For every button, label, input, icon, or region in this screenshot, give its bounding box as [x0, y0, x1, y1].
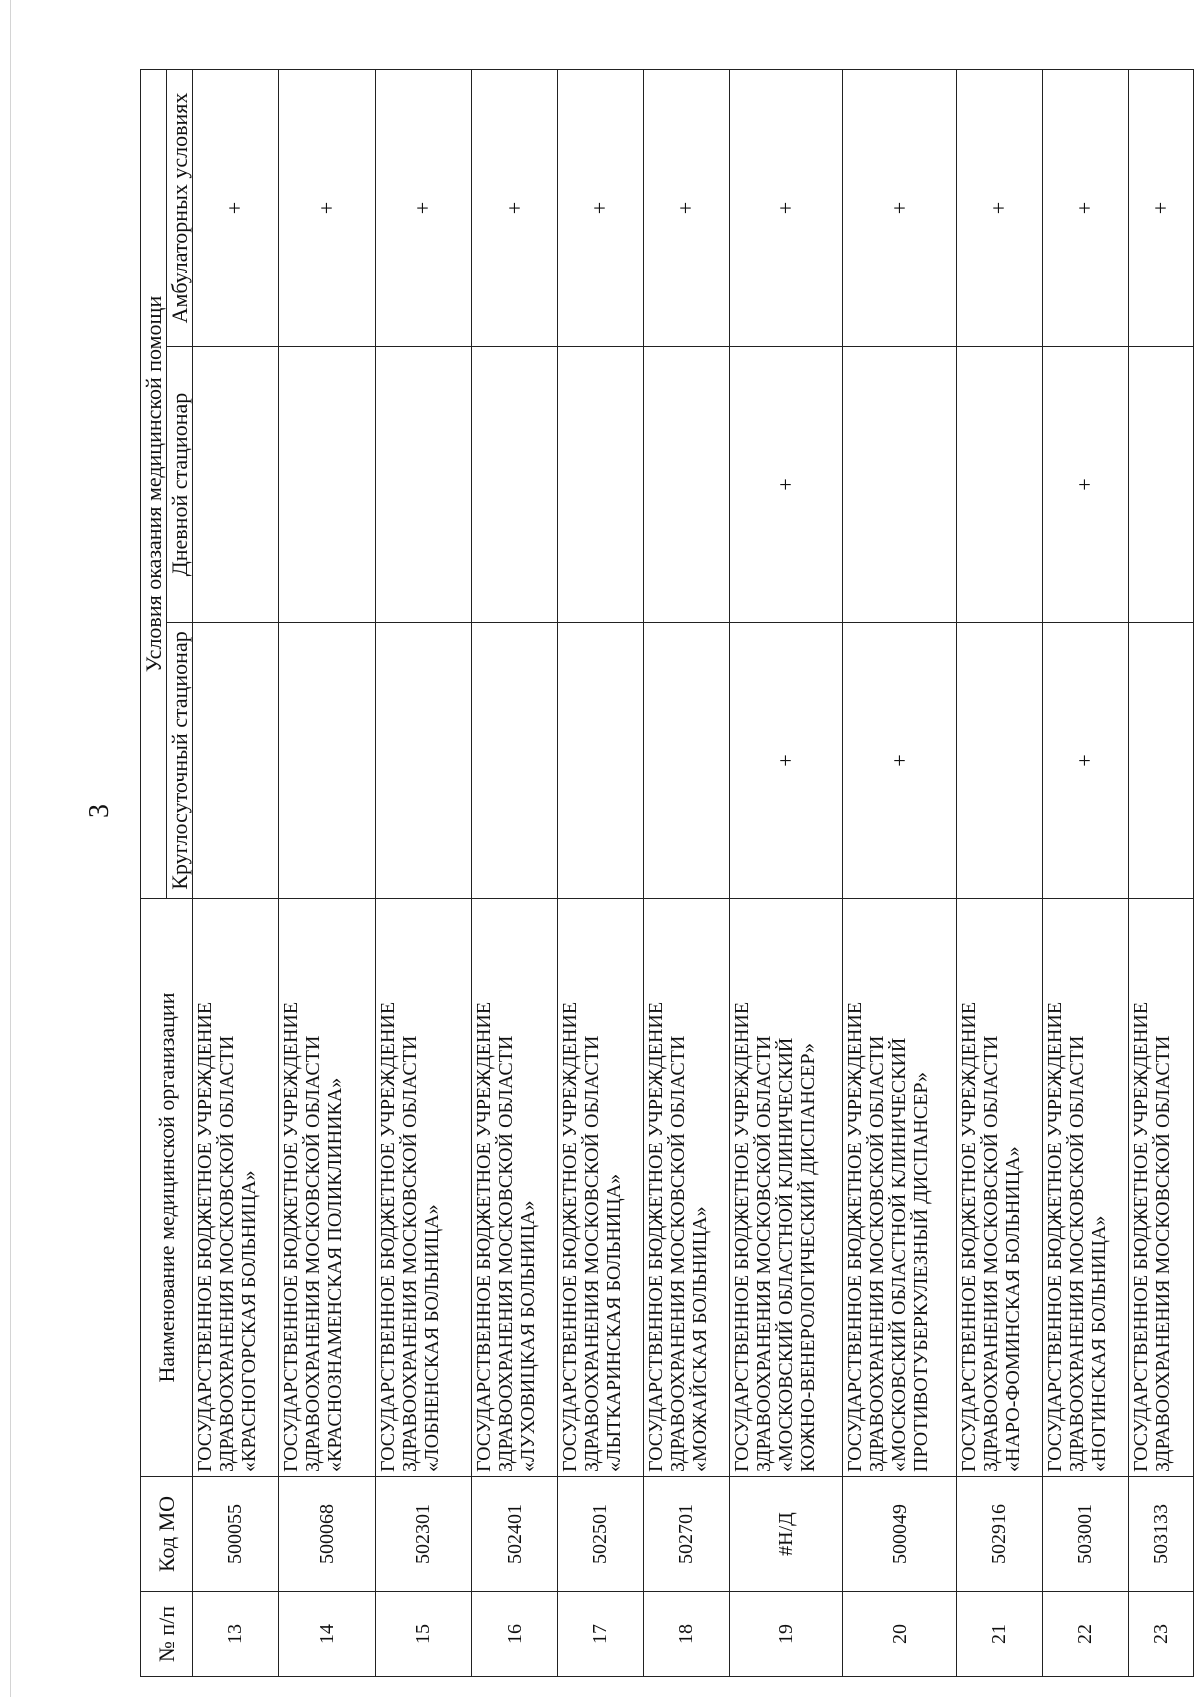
- day-stationary-mark: +: [1042, 347, 1128, 623]
- day-stationary-mark: [278, 347, 375, 623]
- organization-name-line: «МОЖАЙСКАЯ БОЛЬНИЦА»: [688, 1206, 711, 1472]
- day-stationary-mark: [193, 347, 279, 623]
- organization-name-line: ГОСУДАРСТВЕННОЕ БЮДЖЕТНОЕ УЧРЕЖДЕНИЕ: [279, 1001, 302, 1472]
- day-stationary-mark: [1128, 347, 1193, 623]
- table-row: [1128, 70, 1193, 1677]
- round-clock-mark: [472, 623, 558, 899]
- mo-code: 502701: [643, 1477, 729, 1592]
- table-row: [1042, 70, 1128, 1677]
- page-number: 3: [84, 804, 115, 818]
- round-clock-mark: [278, 623, 375, 899]
- table-row: [278, 70, 375, 1677]
- header-ambulatory: Амбулаторных условиях: [167, 70, 193, 347]
- round-clock-mark: +: [843, 623, 957, 899]
- table-row: [729, 70, 843, 1677]
- organization-name: [375, 899, 472, 1477]
- organization-name-line: ГОСУДАРСТВЕННОЕ БЮДЖЕТНОЕ УЧРЕЖДЕНИЕ: [644, 1001, 667, 1472]
- organization-name: [643, 899, 729, 1477]
- round-clock-mark: [643, 623, 729, 899]
- day-stationary-mark: [558, 347, 644, 623]
- organization-name-line: КОЖНО-ВЕНЕРОЛОГИЧЕСКИЙ ДИСПАНСЕР»: [796, 1042, 819, 1472]
- round-clock-mark: [956, 623, 1042, 899]
- organization-name: [843, 899, 957, 1477]
- organization-name-line: «ЛУХОВИЦКАЯ БОЛЬНИЦА»: [517, 1200, 540, 1472]
- organization-name: [558, 899, 644, 1477]
- organization-name-line: ЗДРАВООХРАНЕНИЯ МОСКОВСКОЙ ОБЛАСТИ: [301, 1035, 324, 1472]
- organization-name-line: ЗДРАВООХРАНЕНИЯ МОСКОВСКОЙ ОБЛАСТИ: [1151, 1035, 1174, 1472]
- mo-code: 502916: [956, 1477, 1042, 1592]
- organization-name-line: «НОГИНСКАЯ БОЛЬНИЦА»: [1087, 1215, 1110, 1472]
- row-number: 23: [1128, 1592, 1193, 1677]
- organization-name: [729, 899, 843, 1477]
- organization-name-line: ГОСУДАРСТВЕННОЕ БЮДЖЕТНОЕ УЧРЕЖДЕНИЕ: [730, 1001, 753, 1472]
- ambulatory-mark: +: [278, 70, 375, 347]
- organization-name-line: ПРОТИВОТУБЕРКУЛЕЗНЫЙ ДИСПАНСЕР»: [910, 1071, 933, 1472]
- day-stationary-mark: [643, 347, 729, 623]
- mo-code: 500055: [193, 1477, 279, 1592]
- mo-code: 502301: [375, 1477, 472, 1592]
- organization-name-line: ЗДРАВООХРАНЕНИЯ МОСКОВСКОЙ ОБЛАСТИ: [979, 1035, 1002, 1472]
- day-stationary-mark: [843, 347, 957, 623]
- table-row: [956, 70, 1042, 1677]
- day-stationary-mark: +: [729, 347, 843, 623]
- mo-code: 503133: [1128, 1477, 1193, 1592]
- organization-name-line: ЗДРАВООХРАНЕНИЯ МОСКОВСКОЙ ОБЛАСТИ: [866, 1035, 889, 1472]
- organization-name-line: ГОСУДАРСТВЕННОЕ БЮДЖЕТНОЕ УЧРЕЖДЕНИЕ: [1043, 1001, 1066, 1472]
- round-clock-mark: +: [1042, 623, 1128, 899]
- organization-name-line: ЗДРАВООХРАНЕНИЯ МОСКОВСКОЙ ОБЛАСТИ: [1065, 1035, 1088, 1472]
- ambulatory-mark: +: [472, 70, 558, 347]
- organization-name-line: ЗДРАВООХРАНЕНИЯ МОСКОВСКОЙ ОБЛАСТИ: [581, 1035, 604, 1472]
- round-clock-mark: [193, 623, 279, 899]
- mo-code: 500049: [843, 1477, 957, 1592]
- organization-name-line: ГОСУДАРСТВЕННОЕ БЮДЖЕТНОЕ УЧРЕЖДЕНИЕ: [376, 1001, 399, 1472]
- header-code: Код МО: [141, 1477, 193, 1592]
- organization-name-line: ЗДРАВООХРАНЕНИЯ МОСКОВСКОЙ ОБЛАСТИ: [216, 1035, 238, 1472]
- day-stationary-mark: [472, 347, 558, 623]
- ambulatory-mark: +: [193, 70, 279, 347]
- round-clock-mark: [558, 623, 644, 899]
- ambulatory-mark: +: [1128, 70, 1193, 347]
- organization-name-line: «КРАСНОЗНАМЕНСКАЯ ПОЛИКЛИНИКА»: [323, 1077, 346, 1472]
- organization-name: [278, 899, 375, 1477]
- table-row: [472, 70, 558, 1677]
- organization-name-line: ЗДРАВООХРАНЕНИЯ МОСКОВСКОЙ ОБЛАСТИ: [752, 1035, 775, 1472]
- row-number: 14: [278, 1592, 375, 1677]
- medical-organizations-table: [140, 69, 1194, 1677]
- organization-name-line: ГОСУДАРСТВЕННОЕ БЮДЖЕТНОЕ УЧРЕЖДЕНИЕ: [957, 1001, 980, 1472]
- ambulatory-mark: +: [558, 70, 644, 347]
- day-stationary-mark: [375, 347, 472, 623]
- row-number: 21: [956, 1592, 1042, 1677]
- organization-name-line: ГОСУДАРСТВЕННОЕ БЮДЖЕТНОЕ УЧРЕЖДЕНИЕ: [559, 1001, 582, 1472]
- row-number: 19: [729, 1592, 843, 1677]
- organization-name: [1128, 899, 1193, 1477]
- header-name: Наименование медицинской организации: [141, 899, 193, 1477]
- table-row: [843, 70, 957, 1677]
- row-number: 13: [193, 1592, 279, 1677]
- scan-edge-line: [10, 0, 11, 1697]
- organization-name-line: «ЛОБНЕНСКАЯ БОЛЬНИЦА»: [420, 1204, 443, 1472]
- row-number: 20: [843, 1592, 957, 1677]
- mo-code: 503001: [1042, 1477, 1128, 1592]
- table-row: [643, 70, 729, 1677]
- row-number: 15: [375, 1592, 472, 1677]
- round-clock-mark: [1128, 623, 1193, 899]
- header-round-clock: Круглосуточный стационар: [167, 623, 193, 899]
- table-row: [375, 70, 472, 1677]
- day-stationary-mark: [956, 347, 1042, 623]
- mo-code: 500068: [278, 1477, 375, 1592]
- table-body: [193, 70, 1194, 1677]
- ambulatory-mark: +: [729, 70, 843, 347]
- row-number: 18: [643, 1592, 729, 1677]
- organization-name-line: ГОСУДАРСТВЕННОЕ БЮДЖЕТНОЕ УЧРЕЖДЕНИЕ: [844, 1001, 867, 1472]
- header-conditions-group: Условия оказания медицинской помощи: [141, 70, 167, 899]
- organization-name: [472, 899, 558, 1477]
- table-container: [140, 70, 1194, 1677]
- table-row: [558, 70, 644, 1677]
- organization-name: [956, 899, 1042, 1477]
- row-number: 22: [1042, 1592, 1128, 1677]
- organization-name-line: ГОСУДАРСТВЕННОЕ БЮДЖЕТНОЕ УЧРЕЖДЕНИЕ: [194, 1001, 216, 1472]
- ambulatory-mark: +: [1042, 70, 1128, 347]
- mo-code: #Н/Д: [729, 1477, 843, 1592]
- header-num: № п/п: [141, 1592, 193, 1677]
- header-day: Дневной стационар: [167, 347, 193, 623]
- organization-name-line: ЗДРАВООХРАНЕНИЯ МОСКОВСКОЙ ОБЛАСТИ: [398, 1035, 421, 1472]
- organization-name: [1042, 899, 1128, 1477]
- ambulatory-mark: +: [375, 70, 472, 347]
- round-clock-mark: +: [729, 623, 843, 899]
- mo-code: 502401: [472, 1477, 558, 1592]
- round-clock-mark: [375, 623, 472, 899]
- organization-name-line: ЗДРАВООХРАНЕНИЯ МОСКОВСКОЙ ОБЛАСТИ: [495, 1035, 518, 1472]
- mo-code: 502501: [558, 1477, 644, 1592]
- organization-name-line: «КРАСНОГОРСКАЯ БОЛЬНИЦА»: [238, 1170, 260, 1472]
- organization-name-line: ГОСУДАРСТВЕННОЕ БЮДЖЕТНОЕ УЧРЕЖДЕНИЕ: [1129, 1001, 1152, 1472]
- table-row: [193, 70, 279, 1677]
- organization-name-line: «МОСКОВСКИЙ ОБЛАСТНОЙ КЛИНИЧЕСКИЙ: [888, 1037, 911, 1472]
- organization-name-line: «ЛЫТКАРИНСКАЯ БОЛЬНИЦА»: [603, 1173, 626, 1472]
- organization-name-line: «МОСКОВСКИЙ ОБЛАСТНОЙ КЛИНИЧЕСКИЙ: [774, 1037, 797, 1472]
- ambulatory-mark: +: [643, 70, 729, 347]
- row-number: 17: [558, 1592, 644, 1677]
- organization-name-line: ЗДРАВООХРАНЕНИЯ МОСКОВСКОЙ ОБЛАСТИ: [666, 1035, 689, 1472]
- organization-name: [193, 899, 279, 1477]
- row-number: 16: [472, 1592, 558, 1677]
- ambulatory-mark: +: [956, 70, 1042, 347]
- ambulatory-mark: +: [843, 70, 957, 347]
- organization-name-line: ГОСУДАРСТВЕННОЕ БЮДЖЕТНОЕ УЧРЕЖДЕНИЕ: [473, 1001, 496, 1472]
- organization-name-line: «НАРО-ФОМИНСКАЯ БОЛЬНИЦА»: [1001, 1146, 1024, 1472]
